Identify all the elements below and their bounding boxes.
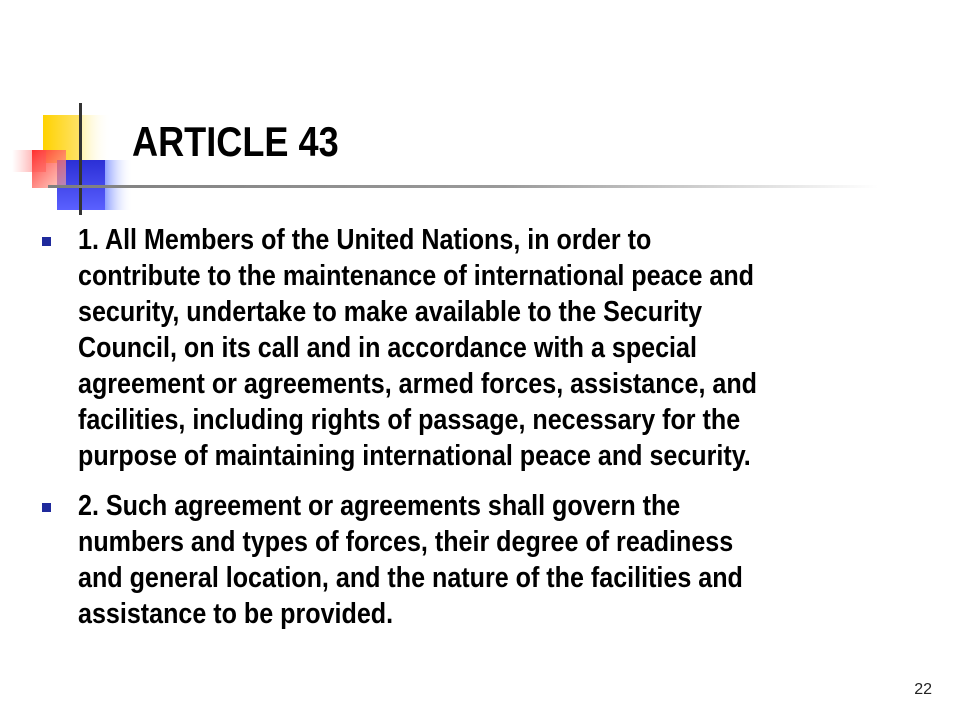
text-line: 2. Such agreement or agreements shall govern the: [78, 490, 681, 522]
bullet-text: [78, 222, 943, 474]
square-bullet-icon: [42, 237, 51, 246]
text-line: Council, on its call and in accordance with a special: [78, 332, 697, 364]
text-line: 1. All Members of the United Nations, in order to: [78, 224, 652, 256]
text-line: numbers and types of forces, their degree of readiness: [78, 526, 734, 558]
text-line: agreement or agreements, armed forces, assistance, and: [78, 368, 757, 400]
square-bullet-icon: [42, 503, 51, 512]
text-line: assistance to be provided.: [78, 598, 394, 630]
red-square: [32, 150, 66, 188]
slide-title: ARTICLE 43: [132, 118, 339, 165]
bullet-item-1: [42, 222, 922, 474]
text-line: purpose of maintaining international peace and security.: [78, 440, 751, 472]
text-line: and general location, and the nature of the facilities and: [78, 562, 743, 594]
bullet-item-2: [42, 488, 922, 632]
bullet-list: [42, 222, 922, 646]
text-line: security, undertake to make available to the Security: [78, 296, 703, 328]
title-underline: [48, 185, 878, 188]
text-line: facilities, including rights of passage, necessary for the: [78, 404, 741, 436]
page-number: 22: [914, 681, 932, 698]
bullet-text: [78, 488, 943, 632]
text-line: contribute to the maintenance of international peace and: [78, 260, 754, 292]
vertical-line: [79, 103, 82, 215]
